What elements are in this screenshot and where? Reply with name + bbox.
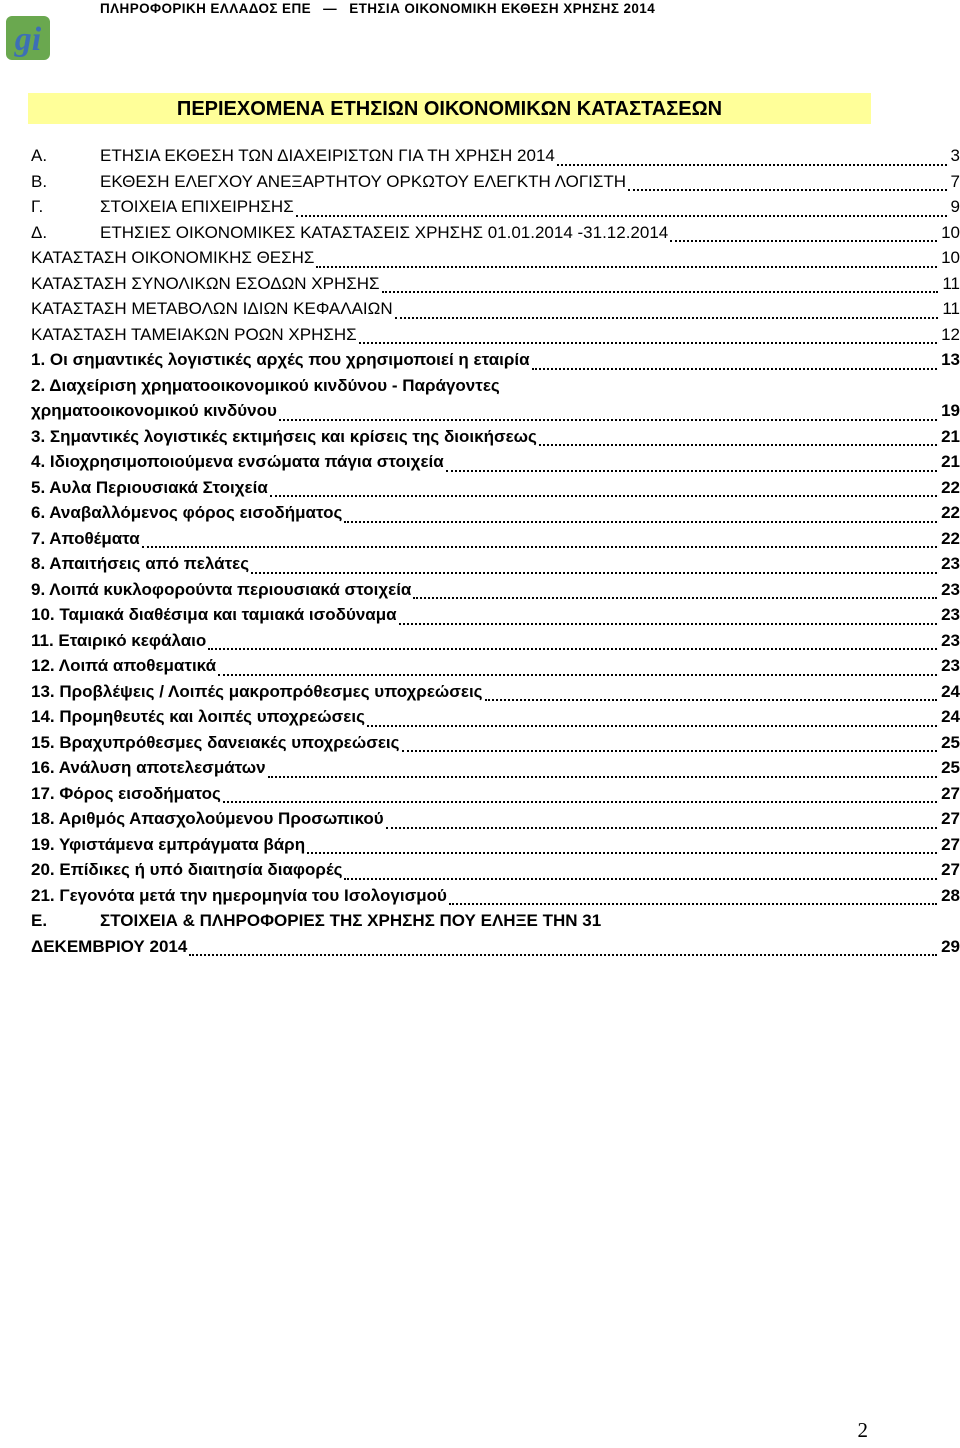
header-separator: — [323,1,338,16]
toc-entry[interactable] [31,325,960,351]
dot-leader [628,188,946,191]
toc-text: 12. Λοιπά αποθεματικά [31,656,217,675]
company-logo [4,14,52,66]
dot-leader [218,673,937,676]
toc-entry[interactable] [31,937,960,963]
dot-leader [395,316,939,319]
toc-text: ΕΤΗΣΙΕΣ ΟΙΚΟΝΟΜΙΚΕΣ ΚΑΤΑΣΤΑΣΕΙΣ ΧΡΗΣΗΣ 01.01.2014 -31.12.2014 [100,222,669,242]
toc-page-number: 22 [941,477,960,497]
toc-letter: Β. [31,171,48,191]
running-header [0,0,960,20]
dot-leader [485,698,938,701]
toc-text: ΚΑΤΑΣΤΑΣΗ ΟΙΚΟΝΟΜΙΚΗΣ ΘΕΣΗΣ [31,248,315,267]
toc-letter: Α. [31,146,48,165]
header-text [100,1,950,16]
toc-text: ΔΕΚΕΜΒΡΙΟΥ 2014 [31,936,188,956]
dot-leader [532,367,938,370]
toc-entry[interactable] [31,886,960,912]
toc-letter: Δ. [31,222,48,242]
toc-page-number: 11 [942,299,960,318]
toc-page-number: 22 [941,503,960,522]
toc-page-number: 27 [941,860,960,879]
toc-page-number: 28 [941,885,960,905]
toc-page-number: 23 [941,630,960,650]
dot-leader [268,775,937,778]
toc-text: ΣΤΟΙΧΕΙΑ ΕΠΙΧΕΙΡΗΣΗΣ [100,197,294,216]
toc-entry[interactable] [31,554,960,580]
toc-entry[interactable] [31,503,960,529]
toc-text: 7. Αποθέματα [31,528,140,548]
toc-entry[interactable] [31,656,960,682]
dot-leader [382,290,939,293]
dot-leader [449,902,937,905]
dot-leader [359,341,937,344]
dot-leader [270,494,937,497]
toc-text: ΕΚΘΕΣΗ ΕΛΕΓΧΟΥ ΑΝΕΞΑΡΤΗΤΟΥ ΟΡΚΩΤΟΥ ΕΛΕΓΚΤΗ ΛΟΓΙΣΤΗ [100,171,627,191]
toc-entry[interactable] [31,274,960,300]
toc-page-number: 9 [950,197,960,216]
toc-letter: Γ. [31,197,44,216]
header-report: ΕΤΗΣΙΑ ΟΙΚΟΝΟΜΙΚΗ ΕΚΘΕΣΗ ΧΡΗΣΗΣ 2014 [349,1,656,16]
toc-page-number: 23 [941,605,960,624]
toc-entry[interactable] [31,452,960,478]
dot-leader [386,826,937,829]
toc-page-number: 10 [941,222,960,242]
dot-leader [251,571,937,574]
dot-leader [316,265,937,268]
toc-text: 8. Απαιτήσεις από πελάτες [31,554,250,573]
page-number: 2 [857,1418,868,1442]
dot-leader [307,851,937,854]
dot-leader [223,800,937,803]
toc-page-number: 23 [941,554,960,573]
toc-text: 17. Φόρος εισοδήματος [31,783,221,803]
toc-page-number: 7 [950,171,960,191]
toc-entry[interactable] [31,631,960,657]
toc-text: ΚΑΤΑΣΤΑΣΗ ΤΑΜΕΙΑΚΩΝ ΡΟΩΝ ΧΡΗΣΗΣ [31,324,357,344]
dot-leader [344,877,937,880]
dot-leader [399,622,937,625]
toc-text: 4. Ιδιοχρησιμοποιούμενα ενσώματα πάγια στοιχεία [31,452,444,471]
dot-leader [344,520,937,523]
table-of-contents [31,146,960,962]
toc-entry[interactable] [31,197,960,223]
toc-text: 1. Οι σημαντικές λογιστικές αρχές που χρησιμοποιεί η εταιρία [31,350,530,369]
toc-page-number: 22 [941,528,960,548]
header-company: ΠΛΗΡΟΦΟΡΙΚΗ ΕΛΛΑΔΟΣ ΕΠΕ [100,1,312,16]
toc-entry[interactable] [31,401,960,427]
toc-entry[interactable] [31,350,960,376]
toc-text: χρηματοοικονομικού κινδύνου [31,401,277,420]
toc-page-number: 25 [941,732,960,752]
toc-entry[interactable] [31,784,960,810]
toc-page-number: 10 [941,248,960,267]
toc-entry[interactable] [31,478,960,504]
dot-leader [413,596,937,599]
toc-text: 6. Αναβαλλόμενος φόρος εισοδήματος [31,503,343,522]
toc-text: ΚΑΤΑΣΤΑΣΗ ΜΕΤΑΒΟΛΩΝ ΙΔΙΩΝ ΚΕΦΑΛΑΙΩΝ [31,299,393,318]
toc-page-number: 21 [941,426,960,446]
toc-page-number: 24 [941,707,960,726]
toc-page-number: 25 [941,758,960,777]
dot-leader [557,163,947,166]
toc-entry[interactable] [31,835,960,861]
toc-page-number: 3 [950,146,960,165]
toc-entry[interactable] [31,682,960,708]
toc-text: ΕΤΗΣΙΑ ΕΚΘΕΣΗ ΤΩΝ ΔΙΑΧΕΙΡΙΣΤΩΝ ΓΙΑ ΤΗ ΧΡΗΣΗ 2014 [100,146,555,165]
toc-text: 21. Γεγονότα μετά την ημερομηνία του Ισολογισμού [31,885,447,905]
dot-leader [367,724,937,727]
toc-entry[interactable] [31,707,960,733]
toc-entry[interactable] [31,299,960,325]
toc-page-number: 19 [941,401,960,420]
toc-text: 9. Λοιπά κυκλοφορούντα περιουσιακά στοιχεία [31,579,412,599]
dot-leader [189,953,937,956]
toc-text: 14. Προμηθευτές και λοιπές υποχρεώσεις [31,707,365,726]
title-band [28,93,871,124]
toc-text: 3. Σημαντικές λογιστικές εκτιμήσεις και κρίσεις της διοικήσεως [31,426,537,446]
toc-text: 13. Προβλέψεις / Λοιπές μακροπρόθεσμες υποχρεώσεις [31,681,483,701]
toc-page-number: 23 [941,579,960,599]
toc-letter: Ε. [31,911,48,930]
dot-leader [208,647,937,650]
toc-page-number: 12 [941,324,960,344]
dot-leader [402,749,938,752]
toc-entry[interactable] [31,248,960,274]
toc-text: ΚΑΤΑΣΤΑΣΗ ΣΥΝΟΛΙΚΩΝ ΕΣΟΔΩΝ ΧΡΗΣΗΣ [31,273,380,293]
toc-page-number: 27 [941,809,960,828]
toc-text: 15. Βραχυπρόθεσμες δανειακές υποχρεώσεις [31,732,400,752]
toc-text: 19. Υφιστάμενα εμπράγματα βάρη [31,834,306,854]
dot-leader [446,469,937,472]
dot-leader [142,545,937,548]
toc-page-number: 24 [941,681,960,701]
toc-entry[interactable] [31,809,960,835]
toc-entry[interactable] [31,223,960,249]
toc-entry[interactable] [31,911,960,937]
page-title: ΠΕΡΙΕΧΟΜΕΝΑ ΕΤΗΣΙΩΝ ΟΙΚΟΝΟΜΙΚΩΝ ΚΑΤΑΣΤΑΣΕΩΝ [176,98,723,120]
toc-entry[interactable] [31,529,960,555]
toc-text: 5. Αυλα Περιουσιακά Στοιχεία [31,477,268,497]
toc-entry[interactable] [31,733,960,759]
toc-entry[interactable] [31,860,960,886]
toc-entry[interactable] [31,376,960,402]
toc-entry[interactable] [31,172,960,198]
toc-text: ΣΤΟΙΧΕΙΑ & ΠΛΗΡΟΦΟΡΙΕΣ ΤΗΣ ΧΡΗΣΗΣ ΠΟΥ ΕΛΗΞΕ ΤΗΝ 31 [100,911,602,930]
toc-text: 10. Ταμιακά διαθέσιμα και ταμιακά ισοδύναμα [31,605,397,624]
toc-entry[interactable] [31,758,960,784]
toc-page-number: 27 [941,783,960,803]
toc-page-number: 23 [941,656,960,675]
toc-page-number: 13 [941,350,960,369]
toc-entry[interactable] [31,146,960,172]
dot-leader [279,418,937,421]
logo-text: gi [14,21,42,58]
toc-entry[interactable] [31,580,960,606]
toc-entry[interactable] [31,427,960,453]
toc-page-number: 11 [942,273,960,293]
toc-text: 2. Διαχείριση χρηματοοικονομικού κινδύνου - Παράγοντες [31,375,500,395]
toc-text: 20. Επίδικες ή υπό διαιτησία διαφορές [31,860,343,879]
dot-leader [296,214,947,217]
toc-page-number: 21 [941,452,960,471]
dot-leader [670,239,937,242]
toc-text: 16. Ανάλυση αποτελεσμάτων [31,758,266,777]
toc-page-number: 27 [941,834,960,854]
toc-text: 11. Εταιρικό κεφάλαιο [31,630,207,650]
dot-leader [539,443,937,446]
toc-page-number: 29 [941,936,960,956]
toc-entry[interactable] [31,605,960,631]
toc-text: 18. Αριθμός Απασχολούμενου Προσωπικού [31,809,384,828]
